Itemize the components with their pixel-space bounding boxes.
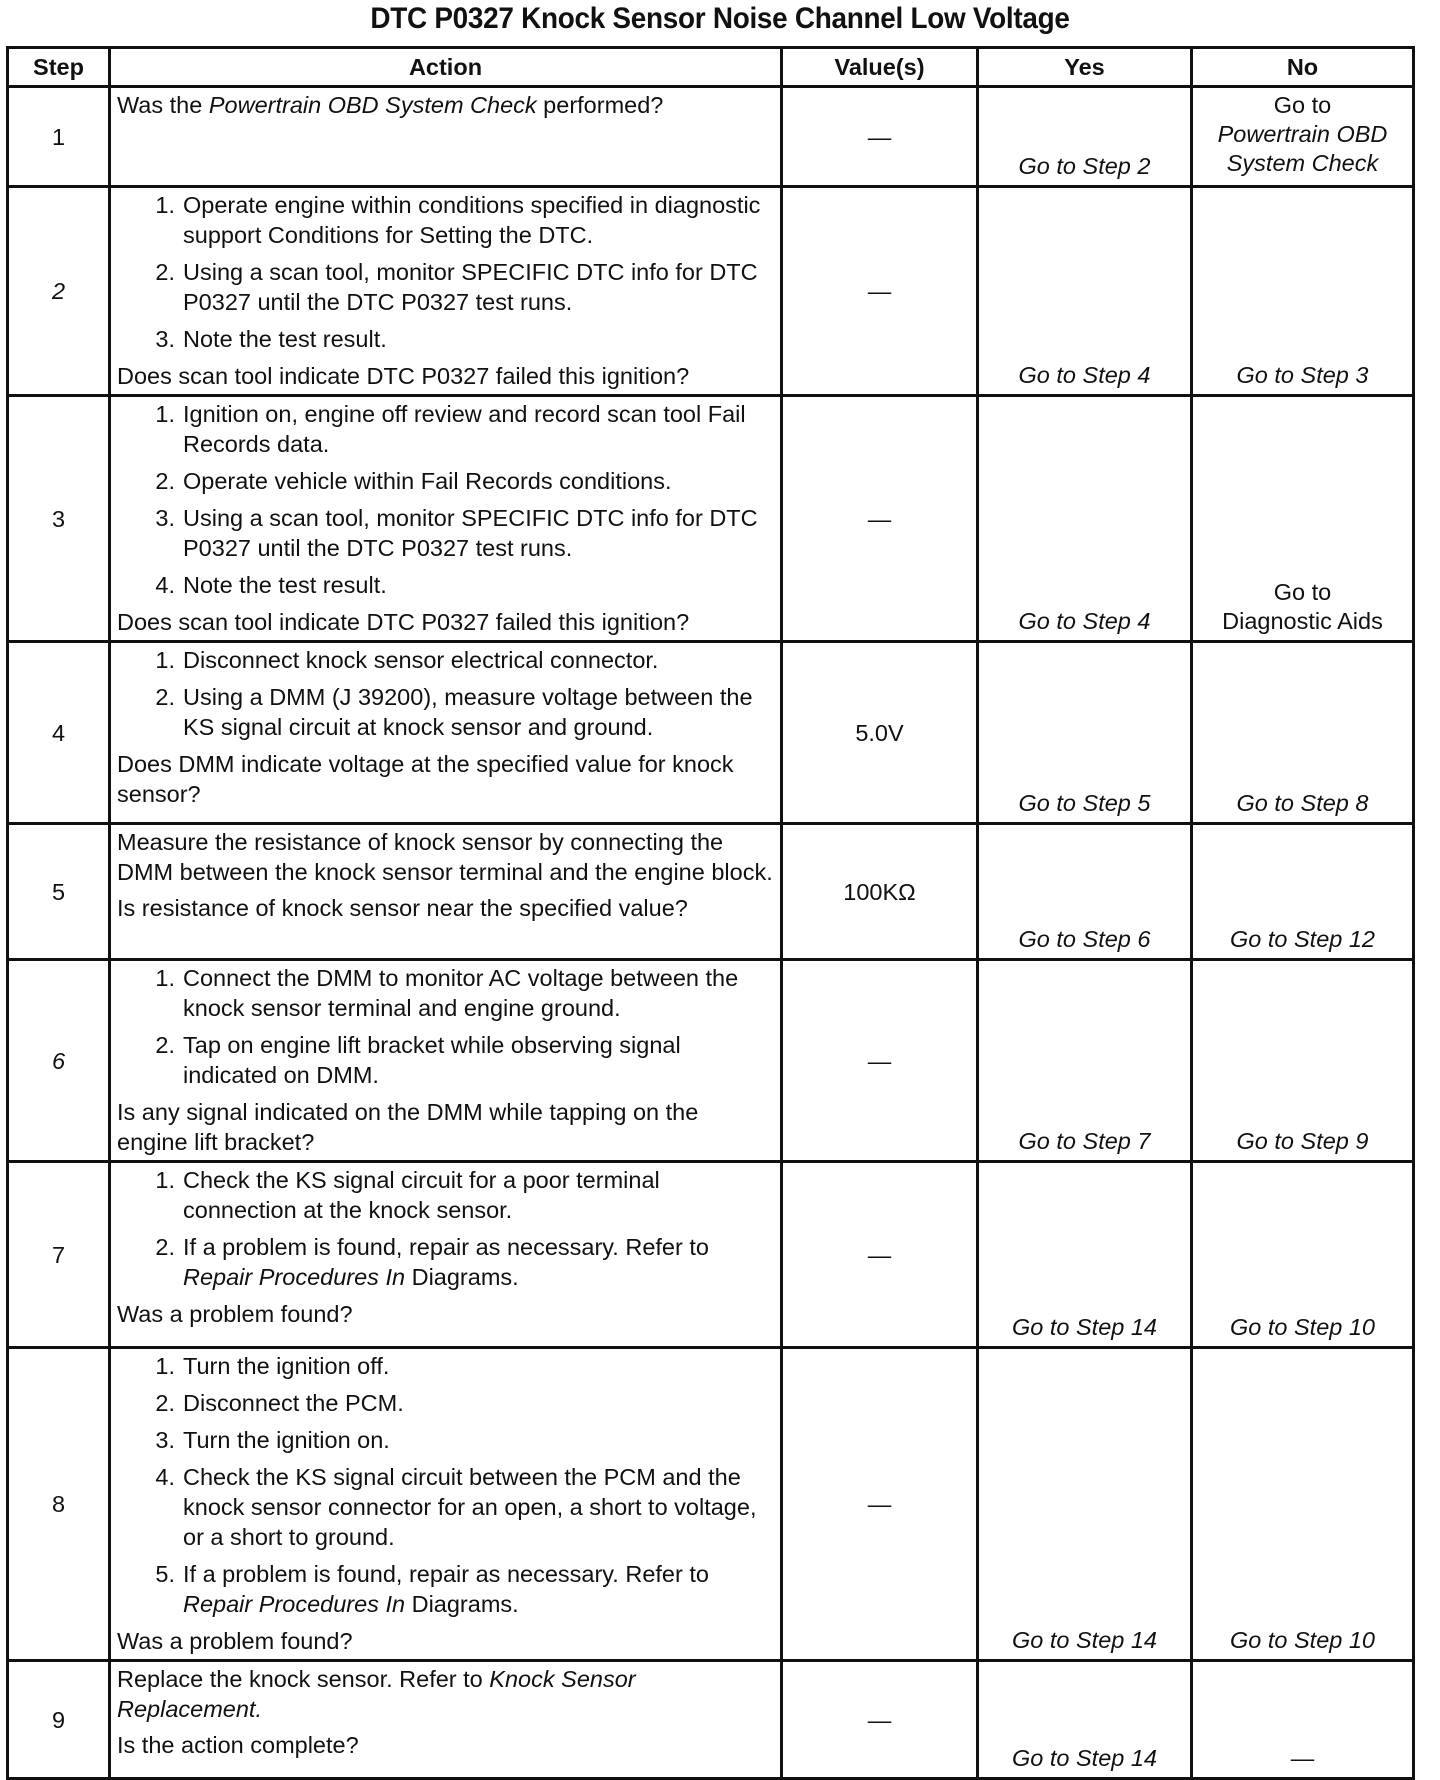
item-number: 3. bbox=[155, 505, 175, 531]
item-text: Disconnect knock sensor electrical connector. bbox=[183, 647, 659, 673]
action-cell bbox=[110, 1661, 782, 1779]
value-cell: — bbox=[782, 396, 978, 642]
item-text: Tap on engine lift bracket while observing signal indicated on DMM. bbox=[183, 1032, 681, 1088]
action-cell bbox=[110, 960, 782, 1162]
action-question bbox=[117, 361, 774, 391]
no-link[interactable]: Go to Step 10 bbox=[1192, 1348, 1414, 1661]
intro-text: Measure the resistance of knock sensor by connecting the DMM between the knock sensor terminal and the engine block. bbox=[117, 829, 773, 885]
no-link-line: System Check bbox=[1226, 150, 1379, 176]
page-title: DTC P0327 Knock Sensor Noise Channel Low Voltage bbox=[370, 2, 1070, 35]
yes-link[interactable]: Go to Step 14 bbox=[978, 1348, 1192, 1661]
table-row bbox=[8, 1661, 1414, 1779]
table-row bbox=[8, 1162, 1414, 1348]
action-cell bbox=[110, 396, 782, 642]
action-step-item bbox=[117, 1165, 774, 1225]
table-row bbox=[8, 960, 1414, 1162]
no-link[interactable] bbox=[1192, 396, 1414, 642]
question-text: Is resistance of knock sensor near the specified value? bbox=[117, 895, 688, 921]
yes-link[interactable]: Go to Step 6 bbox=[978, 824, 1192, 960]
no-link[interactable]: Go to Step 10 bbox=[1192, 1162, 1414, 1348]
action-question bbox=[117, 893, 774, 923]
item-text: If a problem is found, repair as necessary. Refer to bbox=[183, 1561, 709, 1587]
item-text: Connect the DMM to monitor AC voltage between the knock sensor terminal and engine ground. bbox=[183, 965, 739, 1021]
item-number: 2. bbox=[155, 1390, 175, 1416]
action-question bbox=[117, 1299, 774, 1329]
action-step-item bbox=[117, 324, 774, 354]
item-number: 1. bbox=[155, 401, 175, 427]
yes-link[interactable]: Go to Step 5 bbox=[978, 642, 1192, 824]
item-text: Turn the ignition on. bbox=[183, 1427, 390, 1453]
item-number: 1. bbox=[155, 965, 175, 991]
step-number: 3 bbox=[8, 396, 110, 642]
item-text: If a problem is found, repair as necessary. Refer to bbox=[183, 1234, 709, 1260]
question-text: Does scan tool indicate DTC P0327 failed this ignition? bbox=[117, 363, 690, 389]
action-question bbox=[117, 1097, 774, 1157]
no-link[interactable]: Go to Step 9 bbox=[1192, 960, 1414, 1162]
value-cell: 5.0V bbox=[782, 642, 978, 824]
action-step-item bbox=[117, 645, 774, 675]
table-row bbox=[8, 187, 1414, 396]
item-reference: Repair Procedures In bbox=[183, 1591, 406, 1617]
action-cell bbox=[110, 187, 782, 396]
action-cell bbox=[110, 824, 782, 960]
step-number: 8 bbox=[8, 1348, 110, 1661]
item-text: Note the test result. bbox=[183, 572, 387, 598]
item-number: 2. bbox=[155, 468, 175, 494]
action-intro bbox=[117, 1664, 774, 1724]
item-number: 3. bbox=[155, 1427, 175, 1453]
item-number: 2. bbox=[155, 1234, 175, 1260]
question-text: Is any signal indicated on the DMM while tapping on the engine lift bracket? bbox=[117, 1099, 699, 1155]
value-cell: — bbox=[782, 87, 978, 187]
action-cell bbox=[110, 1348, 782, 1661]
item-text: Check the KS signal circuit between the PCM and the knock sensor connector for an open, a short to voltage, or a short to ground. bbox=[183, 1464, 757, 1550]
yes-link[interactable]: Go to Step 4 bbox=[978, 187, 1192, 396]
table-row bbox=[8, 87, 1414, 187]
no-link-line: Go to bbox=[1273, 579, 1332, 605]
table-row bbox=[8, 1348, 1414, 1661]
item-reference: Repair Procedures In bbox=[183, 1264, 406, 1290]
item-text: Operate engine within conditions specified in diagnostic support Conditions for Setting the DTC. bbox=[183, 192, 761, 248]
action-step-item bbox=[117, 1559, 774, 1619]
table-row bbox=[8, 642, 1414, 824]
item-text: Using a scan tool, monitor SPECIFIC DTC info for DTC P0327 until the DTC P0327 test runs. bbox=[183, 505, 758, 561]
item-number: 2. bbox=[155, 1032, 175, 1058]
question-text: Is the action complete? bbox=[117, 1732, 359, 1758]
action-steps bbox=[117, 1351, 774, 1619]
action-cell bbox=[110, 1162, 782, 1348]
no-link-line: Powertrain OBD bbox=[1217, 121, 1388, 147]
item-text: Turn the ignition off. bbox=[183, 1353, 390, 1379]
action-steps bbox=[117, 963, 774, 1090]
action-step-item bbox=[117, 257, 774, 317]
item-number: 5. bbox=[155, 1561, 175, 1587]
header-row bbox=[8, 48, 1414, 87]
intro-text: Replace the knock sensor. Refer to bbox=[117, 1666, 490, 1692]
no-link[interactable]: Go to Step 12 bbox=[1192, 824, 1414, 960]
action-question bbox=[117, 1730, 774, 1760]
no-link-line: Go to bbox=[1273, 92, 1332, 118]
item-text: Diagrams. bbox=[405, 1591, 519, 1617]
yes-link[interactable]: Go to Step 14 bbox=[978, 1162, 1192, 1348]
intro-reference: Knock Sensor Replacement. bbox=[117, 1666, 636, 1722]
question-text: Does DMM indicate voltage at the specified value for knock sensor? bbox=[117, 751, 734, 807]
action-step-item bbox=[117, 466, 774, 496]
question-text: Was a problem found? bbox=[117, 1301, 353, 1327]
step-number: 6 bbox=[8, 960, 110, 1162]
item-number: 3. bbox=[155, 326, 175, 352]
value-cell: — bbox=[782, 187, 978, 396]
action-step-item bbox=[117, 1351, 774, 1381]
header-no: No bbox=[1192, 48, 1414, 87]
item-text: Disconnect the PCM. bbox=[183, 1390, 404, 1416]
step-number: 4 bbox=[8, 642, 110, 824]
item-number: 2. bbox=[155, 259, 175, 285]
step-number: 9 bbox=[8, 1661, 110, 1779]
value-cell: 100KΩ bbox=[782, 824, 978, 960]
step-number: 7 bbox=[8, 1162, 110, 1348]
action-step-item bbox=[117, 1232, 774, 1292]
header-values: Value(s) bbox=[782, 48, 978, 87]
value-cell: — bbox=[782, 1348, 978, 1661]
action-steps bbox=[117, 190, 774, 354]
no-link-line: Diagnostic Aids bbox=[1222, 608, 1383, 634]
item-number: 1. bbox=[155, 1167, 175, 1193]
item-text: Using a DMM (J 39200), measure voltage between the KS signal circuit at knock sensor and ground. bbox=[183, 684, 753, 740]
action-intro bbox=[117, 90, 774, 120]
action-step-item bbox=[117, 399, 774, 459]
item-text: Ignition on, engine off review and record scan tool Fail Records data. bbox=[183, 401, 746, 457]
value-cell: — bbox=[782, 1162, 978, 1348]
action-steps bbox=[117, 399, 774, 600]
item-number: 1. bbox=[155, 192, 175, 218]
item-text: Note the test result. bbox=[183, 326, 387, 352]
action-question bbox=[117, 1626, 774, 1656]
item-text: Check the KS signal circuit for a poor terminal connection at the knock sensor. bbox=[183, 1167, 660, 1223]
diagnostic-table bbox=[6, 46, 1415, 1780]
question-text: Does scan tool indicate DTC P0327 failed this ignition? bbox=[117, 609, 690, 635]
action-cell bbox=[110, 87, 782, 187]
no-link[interactable] bbox=[1192, 87, 1414, 187]
intro-text: performed? bbox=[536, 92, 664, 118]
action-question bbox=[117, 607, 774, 637]
value-cell: — bbox=[782, 1661, 978, 1779]
step-number: 5 bbox=[8, 824, 110, 960]
action-question bbox=[117, 749, 774, 809]
action-step-item bbox=[117, 1425, 774, 1455]
no-link[interactable]: Go to Step 8 bbox=[1192, 642, 1414, 824]
item-number: 1. bbox=[155, 1353, 175, 1379]
action-cell bbox=[110, 642, 782, 824]
question-text: Was a problem found? bbox=[117, 1628, 353, 1654]
yes-link[interactable]: Go to Step 7 bbox=[978, 960, 1192, 1162]
yes-link[interactable]: Go to Step 4 bbox=[978, 396, 1192, 642]
intro-reference: Powertrain OBD System Check bbox=[208, 92, 537, 118]
step-number: 1 bbox=[8, 87, 110, 187]
header-action: Action bbox=[110, 48, 782, 87]
step-number: 2 bbox=[8, 187, 110, 396]
yes-link[interactable]: Go to Step 14 bbox=[978, 1661, 1192, 1779]
item-number: 2. bbox=[155, 684, 175, 710]
action-step-item bbox=[117, 1462, 774, 1552]
value-cell: — bbox=[782, 960, 978, 1162]
action-step-item bbox=[117, 1388, 774, 1418]
intro-text: Was the bbox=[117, 92, 209, 118]
item-text: Diagrams. bbox=[405, 1264, 519, 1290]
item-number: 4. bbox=[155, 1464, 175, 1490]
table-row bbox=[8, 824, 1414, 960]
header-yes: Yes bbox=[978, 48, 1192, 87]
no-link[interactable]: Go to Step 3 bbox=[1192, 187, 1414, 396]
header-step: Step bbox=[8, 48, 110, 87]
action-step-item bbox=[117, 1030, 774, 1090]
action-steps bbox=[117, 1165, 774, 1292]
action-step-item bbox=[117, 190, 774, 250]
table-row bbox=[8, 396, 1414, 642]
no-link[interactable]: — bbox=[1192, 1661, 1414, 1779]
item-text: Using a scan tool, monitor SPECIFIC DTC info for DTC P0327 until the DTC P0327 test runs. bbox=[183, 259, 758, 315]
action-steps bbox=[117, 645, 774, 742]
action-step-item bbox=[117, 570, 774, 600]
yes-link[interactable]: Go to Step 2 bbox=[978, 87, 1192, 187]
item-number: 4. bbox=[155, 572, 175, 598]
action-intro bbox=[117, 827, 774, 887]
item-number: 1. bbox=[155, 647, 175, 673]
action-step-item bbox=[117, 503, 774, 563]
action-step-item bbox=[117, 963, 774, 1023]
action-step-item bbox=[117, 682, 774, 742]
item-text: Operate vehicle within Fail Records conditions. bbox=[183, 468, 672, 494]
